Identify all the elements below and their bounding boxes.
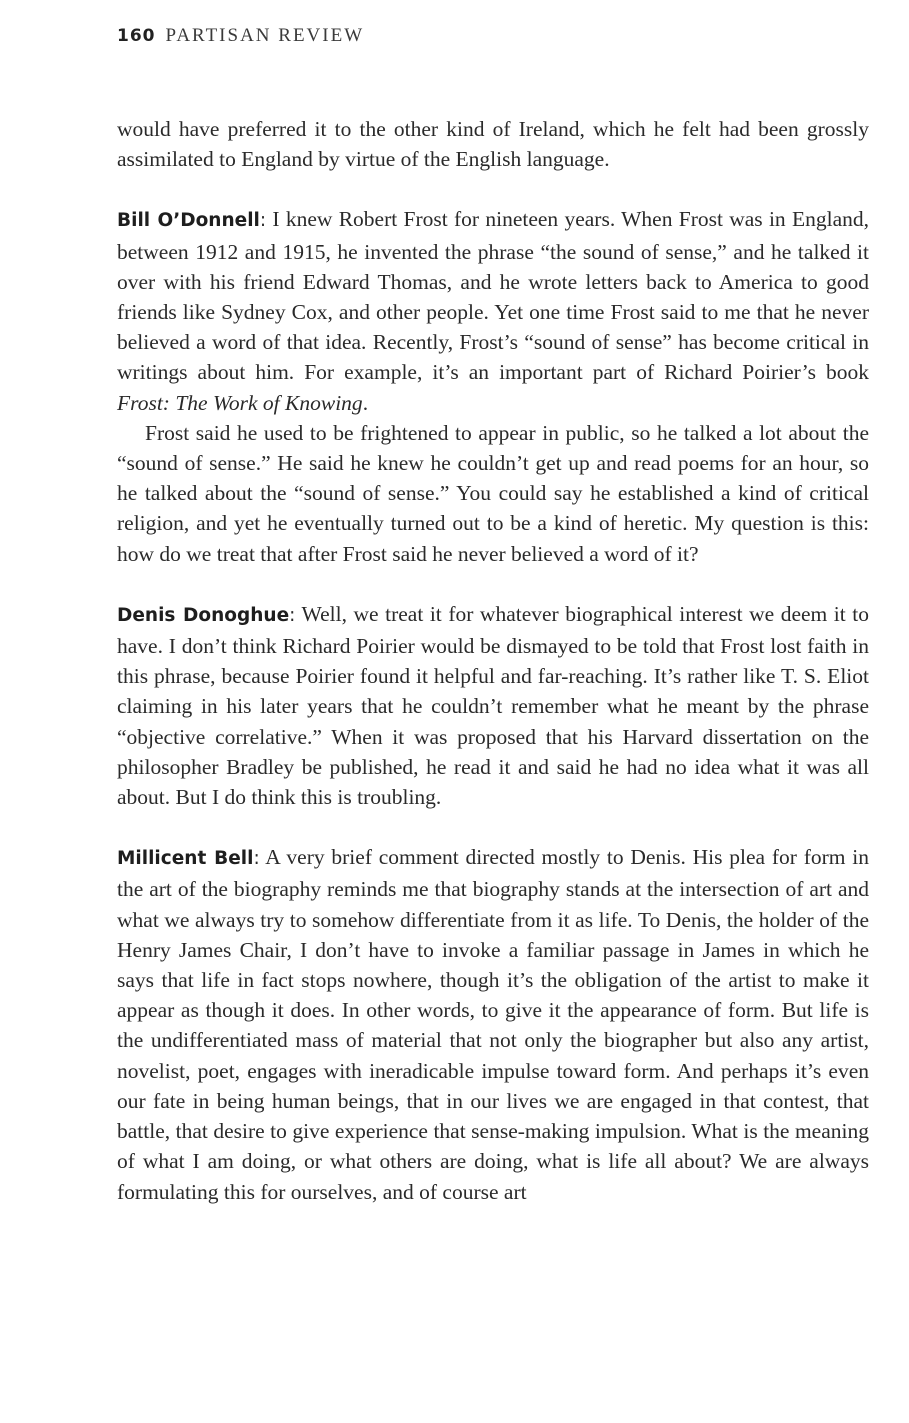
book-title: Frost: The Work of Knowing xyxy=(117,390,363,415)
journal-title: PARTISAN REVIEW xyxy=(165,25,365,46)
speaker-separator: : xyxy=(289,604,296,626)
speaker-name: Millicent Bell xyxy=(117,848,254,870)
speech-text: I knew Robert Frost for nineteen years. When Frost was in England, between 1912 and 1915, he invented the phrase “the sound of sense,” and he talked it over with his friend Edward Thomas, and he wrote letters back to America to good friends like Sydney Cox, and other people. Yet one time Frost said to me that he never believed a word of that idea. Recently, Frost’s “sound of sense” has become critical in writings about him. For example, it’s an important part of Richard Poirier’s book xyxy=(117,207,869,385)
speaker-separator: : xyxy=(259,210,267,232)
speaker-separator: : xyxy=(253,848,260,870)
speech-text: A very brief comment directed mostly to Denis. His plea for form in the art of the biography reminds me that biography stands at the intersection of art and what we always try to somehow differentiate from it as life. To Denis, the holder of the Henry James Chair, I don’t have to invoke a familiar passage in James in which he says that life in fact stops nowhere, though it’s the obligation of the artist to make it appear as though it does. In other words, to give it the appearance of form. But life is the undifferentiated mass of material that not only the biographer but also any artist, novelist, poet, engages with ineradicable impulse toward form. And perhaps it’s even our fate in being human beings, that in our lives we are engaged in that contest, that battle, that desire to give experience that sense-making impulsion. What is the meaning of what I am doing, or what others are doing, what is life all about? We are always formulating this for ourselves, and of course art xyxy=(117,845,869,1204)
paragraph-continuation: would have preferred it to the other kind of Ireland, which he felt had been grossly assimilated to England by virtue of the English language. xyxy=(117,117,869,172)
article-body xyxy=(117,114,869,1207)
page-number: 160 xyxy=(117,26,156,46)
speaker-name: Denis Donoghue xyxy=(117,604,290,626)
page xyxy=(117,22,869,1207)
speech-end: . xyxy=(362,390,369,415)
paragraph-bell xyxy=(117,842,869,1206)
paragraph-donoghue xyxy=(117,599,869,812)
running-head xyxy=(117,22,869,50)
paragraph-odonnell xyxy=(117,204,869,417)
speech-text: Well, we treat it for whatever biographical interest we deem it to have. I don’t think Richard Poirier would be dismayed to be told that Frost lost faith in this phrase, because Poirier found it helpful and far-reaching. It’s rather like T. S. Eliot claiming in his later years that he couldn’t remember what he meant by the phrase “objective correlative.” When it was proposed that his Harvard dissertation on the philosopher Bradley be published, he read it and said he had no idea what it was all about. But I do think this is troubling. xyxy=(117,601,870,810)
paragraph-odonnell-continued: Frost said he used to be frightened to appear in public, so he talked a lot about the “sound of sense.” He said he knew he couldn’t get up and read poems for an hour, so he talked about the “sound of sense.” You could say he established a kind of critical religion, and yet he eventually turned out to be a kind of heretic. My question is this: how do we treat that after Frost said he never believed a word of it? xyxy=(117,420,869,566)
speaker-name: Bill O’Donnell xyxy=(117,210,260,232)
